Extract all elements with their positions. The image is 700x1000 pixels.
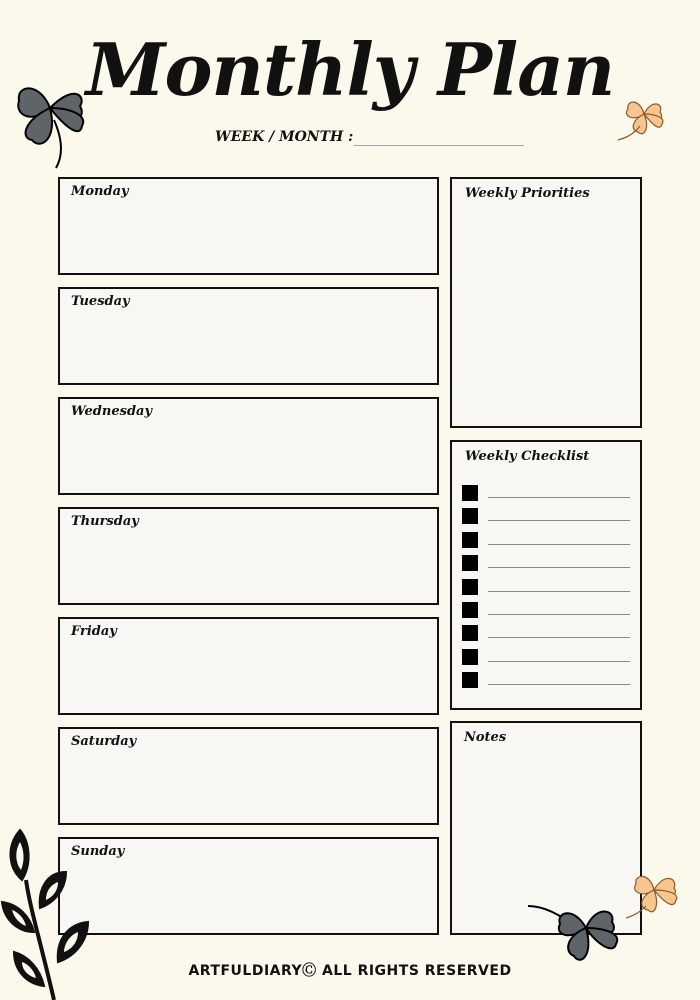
week-month-label: WEEK / MONTH : — [215, 129, 354, 145]
weekly-priorities-box[interactable] — [450, 177, 642, 428]
day-box-sunday[interactable] — [58, 837, 439, 935]
checkbox[interactable] — [462, 508, 478, 524]
leaf-branch-icon — [0, 828, 100, 1000]
checklist-line[interactable] — [488, 684, 630, 685]
weekly-checklist-label: Weekly Checklist — [465, 449, 590, 464]
checklist-item[interactable] — [462, 625, 632, 641]
checklist-item[interactable] — [462, 555, 632, 571]
notes-label: Notes — [464, 730, 507, 745]
peach-clover-icon — [616, 92, 668, 144]
checklist-item[interactable] — [462, 485, 632, 501]
dark-clover-icon — [10, 68, 90, 173]
checklist-item[interactable] — [462, 532, 632, 548]
day-label: Monday — [71, 184, 129, 199]
day-box-saturday[interactable] — [58, 727, 439, 825]
checkbox[interactable] — [462, 485, 478, 501]
day-label: Tuesday — [71, 294, 130, 309]
checklist-line[interactable] — [488, 637, 630, 638]
weekly-checklist-box — [450, 440, 642, 710]
checkbox[interactable] — [462, 625, 478, 641]
checklist-line[interactable] — [488, 497, 630, 498]
day-box-wednesday[interactable] — [58, 397, 439, 495]
checkbox[interactable] — [462, 579, 478, 595]
checkbox[interactable] — [462, 602, 478, 618]
checkbox[interactable] — [462, 555, 478, 571]
day-label: Wednesday — [71, 404, 153, 419]
checklist-line[interactable] — [488, 591, 630, 592]
day-label: Friday — [71, 624, 117, 639]
checkbox[interactable] — [462, 649, 478, 665]
checklist-line[interactable] — [488, 661, 630, 662]
page-title: Monthly Plan — [85, 27, 615, 112]
checkbox[interactable] — [462, 672, 478, 688]
day-label: Thursday — [71, 514, 139, 529]
checklist-item[interactable] — [462, 649, 632, 665]
checklist-line[interactable] — [488, 614, 630, 615]
day-label: Saturday — [71, 734, 137, 749]
checklist-item[interactable] — [462, 579, 632, 595]
peach-clover-icon — [624, 866, 682, 926]
checkbox[interactable] — [462, 532, 478, 548]
day-box-friday[interactable] — [58, 617, 439, 715]
dark-clover-icon — [526, 894, 626, 968]
checklist-line[interactable] — [488, 567, 630, 568]
day-box-monday[interactable] — [58, 177, 439, 275]
copyright-footer: ARTFULDIARYⒸ ALL RIGHTS RESERVED — [188, 963, 512, 979]
checklist-line[interactable] — [488, 520, 630, 521]
day-box-thursday[interactable] — [58, 507, 439, 605]
checklist-item[interactable] — [462, 508, 632, 524]
checklist-item[interactable] — [462, 602, 632, 618]
day-box-tuesday[interactable] — [58, 287, 439, 385]
day-label: Sunday — [71, 844, 125, 859]
checklist-item[interactable] — [462, 672, 632, 688]
checklist-line[interactable] — [488, 544, 630, 545]
weekly-priorities-label: Weekly Priorities — [465, 186, 590, 201]
week-month-field[interactable] — [354, 145, 524, 146]
